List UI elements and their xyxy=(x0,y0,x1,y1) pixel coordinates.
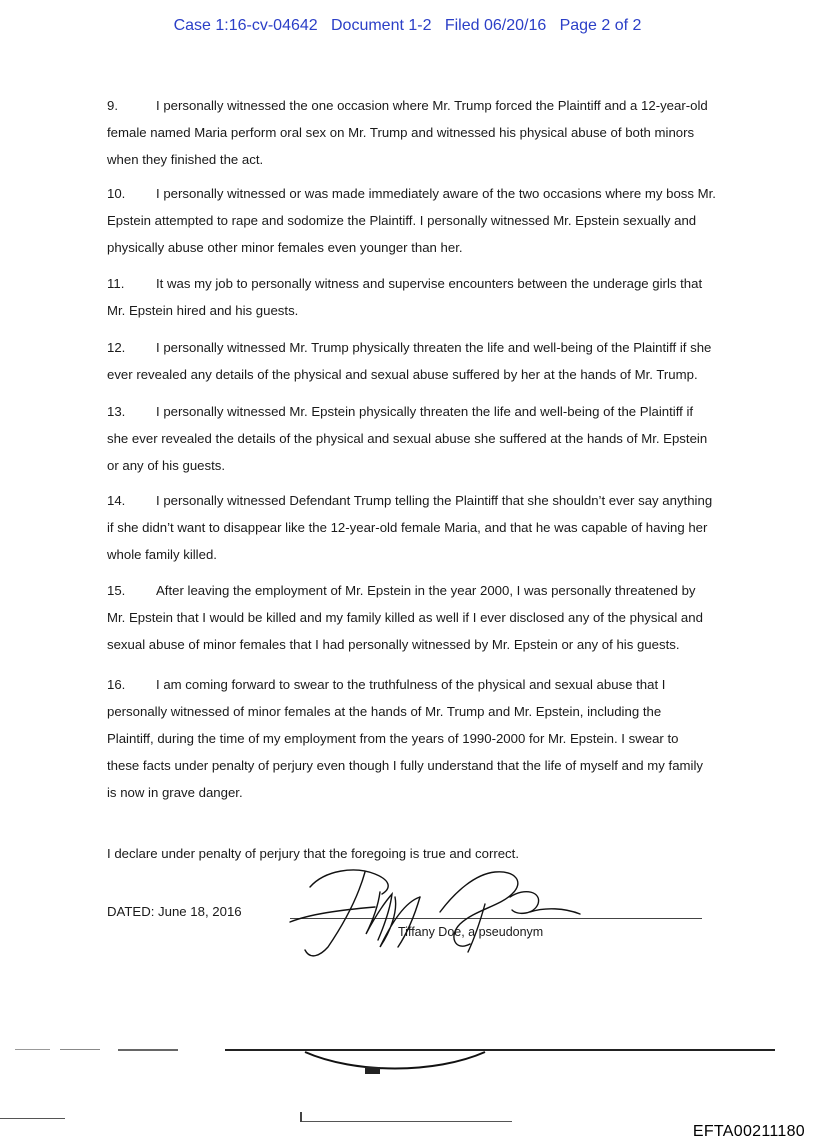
numbered-paragraph xyxy=(107,270,747,324)
scan-artifact xyxy=(118,1049,178,1051)
paragraph-text: ever revealed any details of the physical and sexual abuse suffered by her at the hands of Mr. Trump. xyxy=(107,367,698,382)
paragraph-number: 9. xyxy=(107,98,118,113)
paragraph-text: I personally witnessed Mr. Epstein physically threaten the life and well-being of the Plaintiff if xyxy=(156,404,694,419)
paragraph-text: Epstein attempted to rape and sodomize the Plaintiff. I personally witnessed Mr. Epstein sexually and xyxy=(107,213,697,228)
numbered-paragraph xyxy=(107,398,747,479)
paragraph-line xyxy=(107,452,747,479)
paragraph-line xyxy=(107,631,747,658)
scan-artifact xyxy=(15,1049,50,1050)
paragraph-text: or any of his guests. xyxy=(107,458,226,473)
paragraph-line xyxy=(107,752,747,779)
numbered-paragraph xyxy=(107,180,747,261)
paragraph-line xyxy=(107,577,747,604)
paragraph-text: physically abuse other minor females even younger than her. xyxy=(107,240,463,255)
paragraph-number: 13. xyxy=(107,404,126,419)
paragraph-line xyxy=(107,725,747,752)
paragraph-line xyxy=(107,146,747,173)
paragraph-line xyxy=(107,334,747,361)
scan-artifact xyxy=(295,1049,495,1079)
paragraph-text: I am coming forward to swear to the truthfulness of the physical and sexual abuse that I xyxy=(156,677,666,692)
scan-artifact xyxy=(0,1118,65,1119)
paragraph-line xyxy=(107,297,747,324)
paragraph-number: 15. xyxy=(107,583,126,598)
paragraph-text: After leaving the employment of Mr. Epstein in the year 2000, I was personally threatened by xyxy=(156,583,696,598)
declaration-text: I declare under penalty of perjury that the foregoing is true and correct. xyxy=(107,846,519,861)
dated-line: DATED: June 18, 2016 xyxy=(107,904,242,919)
paragraph-line xyxy=(107,487,747,514)
paragraph-text: female named Maria perform oral sex on Mr. Trump and witnessed his physical abuse of both minors xyxy=(107,125,695,140)
paragraph-text: whole family killed. xyxy=(107,547,217,562)
numbered-paragraph xyxy=(107,487,747,568)
paragraph-line xyxy=(107,361,747,388)
paragraph-text: Mr. Epstein hired and his guests. xyxy=(107,303,299,318)
paragraph-text: when they finished the act. xyxy=(107,152,264,167)
paragraph-text: Mr. Epstein that I would be killed and my family killed as well if I ever disclosed any of the physical and xyxy=(107,610,703,625)
paragraph-number: 16. xyxy=(107,677,126,692)
numbered-paragraph xyxy=(107,92,747,173)
paragraph-text: sexual abuse of minor females that I had personally witnessed by Mr. Epstein or any of his guests. xyxy=(107,637,680,652)
signer-name: Tiffany Doe, a pseudonym xyxy=(398,925,544,939)
paragraph-line xyxy=(107,119,747,146)
scan-artifact xyxy=(302,1121,512,1122)
paragraph-line xyxy=(107,698,747,725)
paragraph-line xyxy=(107,270,747,297)
paragraph-number: 14. xyxy=(107,493,126,508)
paragraph-line xyxy=(107,604,747,631)
numbered-paragraph xyxy=(107,334,747,388)
handwritten-signature xyxy=(280,852,610,962)
paragraph-text: personally witnessed of minor females at the hands of Mr. Trump and Mr. Epstein, including the xyxy=(107,704,662,719)
paragraph-line xyxy=(107,541,747,568)
paragraph-line xyxy=(107,425,747,452)
paragraph-text: I personally witnessed Defendant Trump telling the Plaintiff that she shouldn’t ever say anything xyxy=(156,493,713,508)
paragraph-text: if she didn’t want to disappear like the 12-year-old female Maria, and that he was capable of having her xyxy=(107,520,708,535)
paragraph-number: 12. xyxy=(107,340,126,355)
paragraph-line xyxy=(107,92,747,119)
paragraph-line xyxy=(107,234,747,261)
paragraph-line xyxy=(107,514,747,541)
paragraph-text: Plaintiff, during the time of my employment from the years of 1990-2000 for Mr. Epstein. I swear to xyxy=(107,731,679,746)
paragraph-number: 11. xyxy=(107,276,125,291)
paragraph-text: I personally witnessed Mr. Trump physically threaten the life and well-being of the Plaintiff if she xyxy=(156,340,712,355)
paragraph-number: 10. xyxy=(107,186,126,201)
numbered-paragraph xyxy=(107,577,747,658)
paragraph-line xyxy=(107,207,747,234)
paragraph-text: I personally witnessed the one occasion where Mr. Trump forced the Plaintiff and a 12-year-old xyxy=(156,98,708,113)
paragraph-text: I personally witnessed or was made immediately aware of the two occasions where my boss Mr. xyxy=(156,186,716,201)
paragraph-line xyxy=(107,398,747,425)
scan-artifact xyxy=(60,1049,100,1050)
paragraph-line xyxy=(107,671,747,698)
paragraph-line xyxy=(107,180,747,207)
paragraph-line xyxy=(107,779,747,806)
document-id: EFTA00211180 xyxy=(692,1123,805,1140)
paragraph-text: she ever revealed the details of the physical and sexual abuse she suffered at the hands of Mr. Epstein xyxy=(107,431,708,446)
paragraph-text: It was my job to personally witness and supervise encounters between the underage girls that xyxy=(156,276,703,291)
paragraph-text: is now in grave danger. xyxy=(107,785,243,800)
case-header: Case 1:16-cv-04642 Document 1-2 Filed 06/20/16 Page 2 of 2 xyxy=(173,17,642,34)
paragraph-text: these facts under penalty of perjury even though I fully understand that the life of myself and my family xyxy=(107,758,703,773)
numbered-paragraph xyxy=(107,671,747,806)
